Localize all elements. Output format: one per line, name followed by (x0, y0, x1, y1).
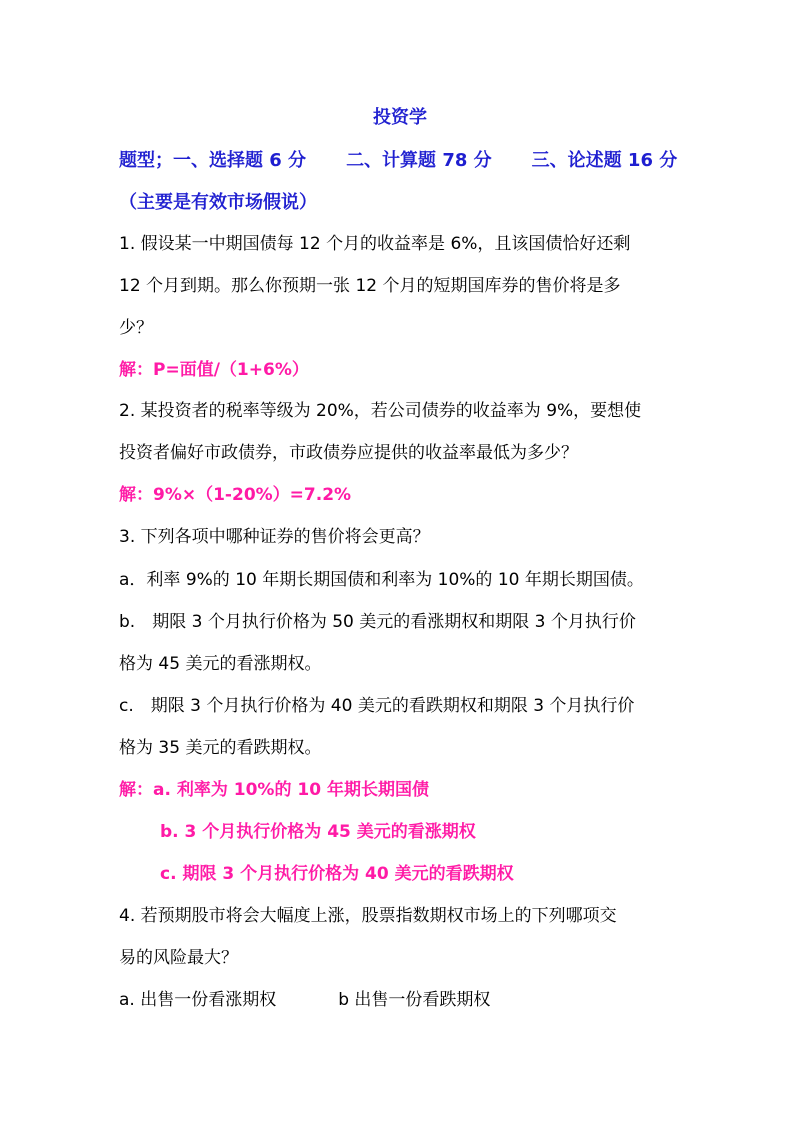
q4-options (119, 989, 490, 1011)
type-calc: 二、计算题 78 分 (346, 150, 492, 171)
q3-answer-a: 解：a. 利率为 10%的 10 年期长期国债 (119, 780, 429, 800)
type-essay: 三、论述题 16 分 (531, 150, 678, 171)
q3-option-b-line-2: 格为 45 美元的看涨期权。 (119, 654, 322, 674)
q3-option-a: a．利率 9%的 10 年期长期国债和利率为 10%的 10 年期长期国债。 (119, 570, 644, 590)
q4-line-2: 易的风险最大？ (119, 948, 238, 968)
q4-line-1: 4. 若预期股市将会大幅度上涨，股票指数期权市场上的下列哪项交 (119, 906, 617, 926)
q3-option-c-line-2: 格为 35 美元的看跌期权。 (119, 738, 322, 758)
q3-option-c-line-1: c. 期限 3 个月执行价格为 40 美元的看跌期权和期限 3 个月执行价 (119, 696, 635, 716)
q2-line-2: 投资者偏好市政债券，市政债券应提供的收益率最低为多少？ (119, 443, 578, 463)
doc-title: 投资学 (373, 107, 427, 128)
q3-answer-c: c. 期限 3 个月执行价格为 40 美元的看跌期权 (160, 864, 514, 884)
q1-answer: 解：P=面值/（1+6%） (119, 360, 309, 380)
q4-option-b: b 出售一份看跌期权 (338, 990, 491, 1010)
q1-line-3: 少？ (119, 318, 153, 338)
q1-line-2: 12 个月到期。那么你预期一张 12 个月的短期国库券的售价将是多 (119, 276, 621, 296)
q3-line-1: 3. 下列各项中哪种证券的售价将会更高？ (119, 527, 430, 547)
q2-answer: 解：9%×（1-20%）=7.2% (119, 485, 352, 505)
type-choice: 题型；一、选择题 6 分 (119, 150, 307, 171)
q3-answer-b: b. 3 个月执行价格为 45 美元的看涨期权 (160, 822, 476, 842)
q4-option-a: a. 出售一份看涨期权 (119, 990, 277, 1010)
q3-option-b-line-1: b. 期限 3 个月执行价格为 50 美元的看涨期权和期限 3 个月执行价 (119, 612, 636, 632)
q1-line-1: 1. 假设某一中期国债每 12 个月的收益率是 6%，且该国债恰好还剩 (119, 234, 631, 254)
q2-line-1: 2. 某投资者的税率等级为 20%，若公司债券的收益率为 9%，要想使 (119, 401, 642, 421)
question-types-line (119, 150, 677, 172)
type-note: （主要是有效市场假说） (119, 192, 317, 213)
